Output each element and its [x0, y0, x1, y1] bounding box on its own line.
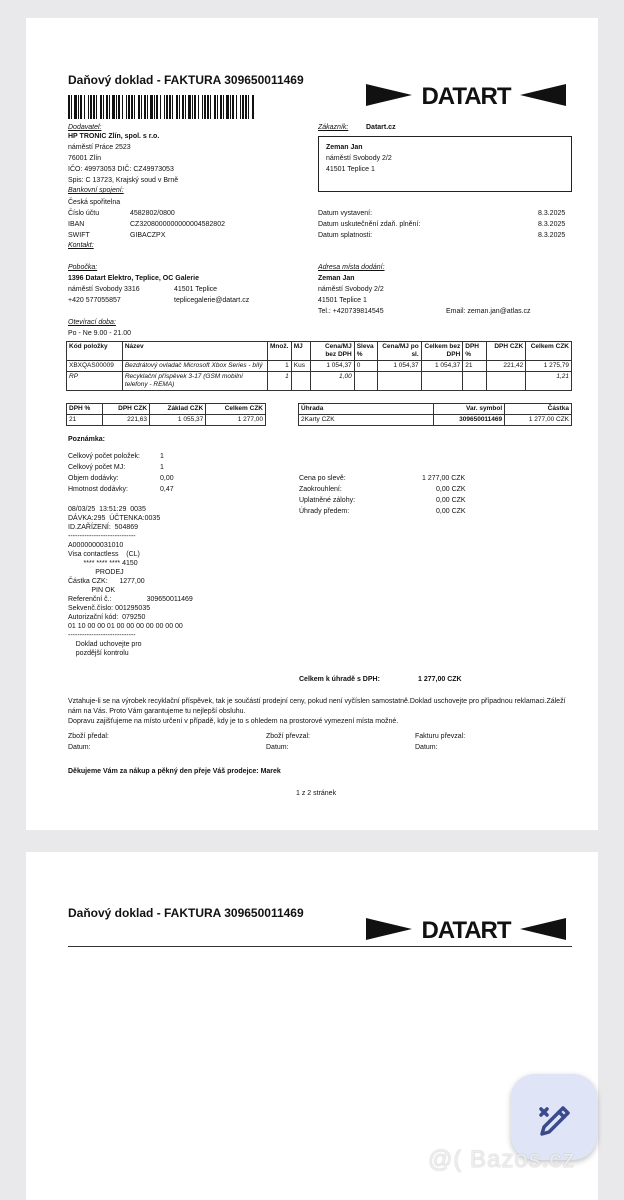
receipt-line: ID.ZAŘÍZENÍ: 504869: [68, 524, 139, 531]
barcode-bar: [214, 95, 216, 119]
barcode-bar: [169, 95, 171, 119]
cell: Recyklační příspěvek 3-17 (GSM mobilní telefony - REMA): [122, 372, 267, 391]
barcode-bar: [147, 95, 148, 119]
handed-over-date: Datum:: [68, 744, 91, 751]
cell: 309650011469: [434, 415, 505, 426]
iban-value: CZ3208000000000004582802: [130, 221, 225, 228]
receipt-line: 01 10 00 00 01 00 00 00 00 00 00 00: [68, 623, 183, 630]
supplier-name: HP TRONIC Zlín, spol. s r.o.: [68, 133, 160, 140]
barcode-bar: [220, 95, 222, 119]
invoice-title: Daňový doklad - FAKTURA 309650011469: [68, 73, 304, 87]
barcode-bar: [106, 95, 108, 119]
cell: [486, 372, 526, 391]
table-row: [67, 372, 572, 391]
barcode-bar: [116, 95, 117, 119]
receipt-line: pozdější kontrolu: [68, 650, 129, 657]
cell: XBXQAS00009: [67, 361, 123, 372]
header-divider: [68, 946, 572, 947]
items-table: [66, 341, 572, 391]
date-tax-label: Datum uskutečnění zdaň. plnění:: [318, 221, 421, 228]
stat-units-value: 1: [160, 464, 164, 471]
barcode-bar: [164, 95, 165, 119]
bazos-watermark: @( Bazos.cz: [428, 1146, 576, 1173]
sum-prepaid-value: 0,00 CZK: [436, 508, 466, 515]
vat-col-total: Celkem CZK: [206, 404, 266, 415]
barcode-bar: [172, 95, 173, 119]
table-row: [67, 415, 266, 426]
receipt-line: **** **** **** 4150: [68, 560, 138, 567]
page-number: 1 z 2 stránek: [296, 790, 337, 797]
cell: 1 275,79: [526, 361, 572, 372]
receipt-line: Doklad uchovejte pro: [68, 641, 142, 648]
received-date: Datum:: [266, 744, 289, 751]
receipt-line: A0000000031010: [68, 542, 124, 549]
barcode-bar: [74, 95, 77, 119]
contact-label: Kontakt:: [68, 242, 94, 249]
customer-channel: Datart.cz: [366, 124, 396, 131]
cell: 21: [67, 415, 103, 426]
col-vat-pct: DPH %: [463, 342, 486, 361]
supplier-ids: IČO: 49973053 DIČ: CZ49973053: [68, 166, 174, 173]
barcode-bar: [188, 95, 191, 119]
barcode-bar: [154, 95, 155, 119]
barcode-bar: [128, 95, 130, 119]
cell: 1 277,00 CZK: [505, 415, 572, 426]
stat-items-value: 1: [160, 453, 164, 460]
barcode-bar: [112, 95, 115, 119]
table-row: [67, 361, 572, 372]
cell: 1 054,37: [311, 361, 355, 372]
cell: [463, 372, 486, 391]
date-issued-value: 8.3.2025: [538, 210, 566, 217]
cell: [378, 372, 422, 391]
customer-city: 41501 Teplice 1: [326, 166, 375, 173]
branch-city: 41501 Teplice: [174, 286, 218, 293]
receipt-line: Referenční č.: 309650011469: [68, 596, 193, 603]
stat-units-label: Celkový počet MJ:: [68, 464, 126, 471]
cell: RP: [67, 372, 123, 391]
delivery-street: náměstí Svobody 2/2: [318, 286, 384, 293]
col-name: Název: [122, 342, 267, 361]
barcode-bar: [236, 95, 237, 119]
branch-name: 1396 Datart Elektro, Teplice, OC Galerie: [68, 275, 199, 282]
receipt-line: PRODEJ: [68, 569, 124, 576]
barcode-bar: [198, 95, 199, 119]
col-total: Celkem CZK: [526, 342, 572, 361]
cell: Bezdrátový ovladač Microsoft Xbox Series - bílý: [122, 361, 267, 372]
payment-table: [298, 403, 572, 426]
sum-after-discount-value: 1 277,00 CZK: [422, 475, 466, 482]
barcode-bar: [242, 95, 244, 119]
barcode-bar: [109, 95, 110, 119]
bank-account-label: Číslo účtu: [68, 210, 100, 217]
cell: 221,63: [103, 415, 150, 426]
handed-over-label: Zboží předal:: [68, 733, 109, 740]
supplier-label: Dodavatel:: [68, 124, 102, 131]
branch-street: náměstí Svobody 3316: [68, 286, 140, 293]
sum-deposits-label: Uplatněné zálohy:: [299, 497, 356, 504]
delivery-email: Email: zeman.jan@atlas.cz: [446, 308, 531, 315]
barcode-bar: [126, 95, 127, 119]
barcode-bar: [144, 95, 146, 119]
receipt-line: -----------------------------: [68, 632, 136, 639]
barcode-bar: [90, 95, 92, 119]
barcode-bar: [230, 95, 231, 119]
total-value: 1 277,00 CZK: [418, 676, 462, 683]
barcode-bar: [245, 95, 247, 119]
barcode-bar: [194, 95, 196, 119]
barcode-bar: [80, 95, 82, 119]
swift-label: SWIFT: [68, 232, 90, 239]
col-qty: Množ.: [268, 342, 292, 361]
barcode-bar: [166, 95, 168, 119]
receipt-line: 08/03/25 13:51:29 0035: [68, 506, 146, 513]
delivery-name: Zeman Jan: [318, 275, 355, 282]
date-due-value: 8.3.2025: [538, 232, 566, 239]
vat-col-pct: DPH %: [67, 404, 103, 415]
sum-rounding-label: Zaokrouhlení:: [299, 486, 342, 493]
stat-weight-label: Hmotnost dodávky:: [68, 486, 128, 493]
vat-header-row: [67, 404, 266, 415]
branch-phone: +420 577055857: [68, 297, 121, 304]
receipt-line: -----------------------------: [68, 533, 136, 540]
iban-label: IBAN: [68, 221, 85, 228]
receipt-line: PIN OK: [68, 587, 116, 594]
barcode-bar: [96, 95, 97, 119]
vat-col-czk: DPH CZK: [103, 404, 150, 415]
receipt-line: Autorizační kód: 079250: [68, 614, 146, 621]
bank-account-value: 4582802/0800: [130, 210, 175, 217]
barcode-bar: [176, 95, 178, 119]
bank-label: Bankovní spojení:: [68, 187, 124, 194]
barcode-bar: [248, 95, 249, 119]
pay-col-vs: Var. symbol: [434, 404, 505, 415]
barcode-bar: [134, 95, 135, 119]
supplier-street: náměstí Práce 2523: [68, 144, 131, 151]
cell: 1: [268, 372, 292, 391]
barcode-bar: [202, 95, 203, 119]
items-header-row: [67, 342, 572, 361]
customer-name: Zeman Jan: [326, 144, 363, 151]
barcode-bar: [182, 95, 184, 119]
sum-deposits-value: 0,00 CZK: [436, 497, 466, 504]
col-vat-czk: DPH CZK: [486, 342, 526, 361]
date-tax-value: 8.3.2025: [538, 221, 566, 228]
customer-street: náměstí Svobody 2/2: [326, 155, 392, 162]
barcode-bar: [122, 95, 123, 119]
sum-after-discount-label: Cena po slevě:: [299, 475, 346, 482]
receipt-line: Částka CZK: 1277,00: [68, 578, 145, 585]
date-issued-label: Datum vystavení:: [318, 210, 373, 217]
barcode-bar: [226, 95, 229, 119]
note-label: Poznámka:: [68, 436, 105, 443]
barcode-bar: [207, 95, 209, 119]
col-unit: MJ: [291, 342, 310, 361]
barcode-bar: [240, 95, 241, 119]
barcode-bar: [138, 95, 140, 119]
barcode-bar: [252, 95, 254, 119]
barcode-bar: [88, 95, 89, 119]
barcode-bar: [118, 95, 120, 119]
receipt-line: Visa contactless (CL): [68, 551, 140, 558]
datart-logo-2: [366, 914, 566, 949]
branch-label: Pobočka:: [68, 264, 98, 271]
date-due-label: Datum splatnosti:: [318, 232, 373, 239]
pay-col-amount: Částka: [505, 404, 572, 415]
col-price-after: Cena/MJ po sl.: [378, 342, 422, 361]
cell: 1,21: [526, 372, 572, 391]
barcode-bar: [150, 95, 153, 119]
hours-label: Otevírací doba:: [68, 319, 116, 326]
barcode-bar: [84, 95, 85, 119]
barcode-bar: [103, 95, 104, 119]
barcode-bar: [179, 95, 180, 119]
barcode: [68, 95, 254, 119]
cell: 21: [463, 361, 486, 372]
cell: 0: [354, 361, 377, 372]
barcode-bar: [160, 95, 161, 119]
vat-table: [66, 403, 266, 426]
swift-value: GIBACZPX: [130, 232, 166, 239]
cell: 1 054,37: [378, 361, 422, 372]
branch-email: teplicegalerie@datart.cz: [174, 297, 250, 304]
barcode-bar: [68, 95, 70, 119]
delivery-city: 41501 Teplice 1: [318, 297, 367, 304]
invoice-title-2: Daňový doklad - FAKTURA 309650011469: [68, 906, 304, 920]
barcode-bar: [100, 95, 102, 119]
stat-volume-value: 0,00: [160, 475, 174, 482]
barcode-bar: [131, 95, 133, 119]
cell: 1 277,00: [206, 415, 266, 426]
pay-col-method: Úhrada: [299, 404, 434, 415]
card-receipt: [68, 505, 248, 658]
supplier-register: Spis: C 13723, Krajský soud v Brně: [68, 177, 179, 184]
table-row: [299, 415, 572, 426]
barcode-bar: [93, 95, 95, 119]
col-price: Cena/MJ bez DPH: [311, 342, 355, 361]
cell: 1 055,37: [150, 415, 206, 426]
hours-value: Po - Ne 9.00 - 21.00: [68, 330, 132, 337]
sum-prepaid-label: Úhrady předem:: [299, 508, 350, 515]
stat-items-label: Celkový počet položek:: [68, 453, 140, 460]
vat-col-base: Základ CZK: [150, 404, 206, 415]
delivery-phone: Tel.: +420739814545: [318, 308, 384, 315]
barcode-bar: [223, 95, 224, 119]
invoice-page-1: [26, 18, 598, 830]
col-discount: Sleva %: [354, 342, 377, 361]
logo-text-2: DATART: [421, 917, 511, 944]
invoice-received-date: Datum:: [415, 744, 438, 751]
bank-name: Česká spořitelna: [68, 199, 121, 206]
cell: Kus: [291, 361, 310, 372]
cell: 221,42: [486, 361, 526, 372]
customer-label: Zákazník:: [318, 124, 349, 131]
datart-logo: [366, 80, 566, 115]
cell: [291, 372, 310, 391]
payment-header-row: [299, 404, 572, 415]
barcode-bar: [71, 95, 72, 119]
col-code: Kód položky: [67, 342, 123, 361]
barcode-bar: [217, 95, 218, 119]
invoice-received-label: Fakturu převzal:: [415, 733, 466, 740]
stat-weight-value: 0,47: [160, 486, 174, 493]
cell: 2Karty CZK: [299, 415, 434, 426]
stat-volume-label: Objem dodávky:: [68, 475, 119, 482]
legal-text-2: Dopravu zajišťujeme na místo určení v případě, kdy je to s ohledem na prostorové vymezení místa možné.: [68, 718, 399, 725]
cell: [354, 372, 377, 391]
barcode-bar: [210, 95, 211, 119]
thanks-text: Děkujeme Vám za nákup a pěkný den přeje Váš prodejce: Marek: [68, 768, 281, 775]
barcode-bar: [232, 95, 234, 119]
barcode-bar: [78, 95, 79, 119]
cell: 1: [268, 361, 292, 372]
receipt-line: Sekvenč.číslo: 001295035: [68, 605, 151, 612]
barcode-bar: [204, 95, 206, 119]
barcode-bar: [192, 95, 193, 119]
sum-rounding-value: 0,00 CZK: [436, 486, 466, 493]
received-label: Zboží převzal:: [266, 733, 310, 740]
total-label: Celkem k úhradě s DPH:: [299, 676, 380, 683]
receipt-line: DÁVKA:295 ÚČTENKA:0035: [68, 515, 161, 522]
barcode-bar: [185, 95, 186, 119]
cell: [421, 372, 463, 391]
col-total-net: Celkem bez DPH: [421, 342, 463, 361]
supplier-city: 76001 Zlín: [68, 155, 102, 162]
logo-text: DATART: [421, 83, 511, 110]
cell: 1,00: [311, 372, 355, 391]
cell: 1 054,37: [421, 361, 463, 372]
legal-text-1: Vztahuje-li se na výrobek recyklační příspěvek, tak je součástí prodejní ceny, pokud není vyčíslen samostatně.Doklad uschovejte pro případnou reklamaci.Záleží nám na Vás. Proto Vám garantujeme tu nejlepší obsluhu.: [68, 698, 566, 715]
barcode-bar: [156, 95, 158, 119]
barcode-bar: [141, 95, 142, 119]
delivery-label: Adresa místa dodání:: [318, 264, 385, 271]
